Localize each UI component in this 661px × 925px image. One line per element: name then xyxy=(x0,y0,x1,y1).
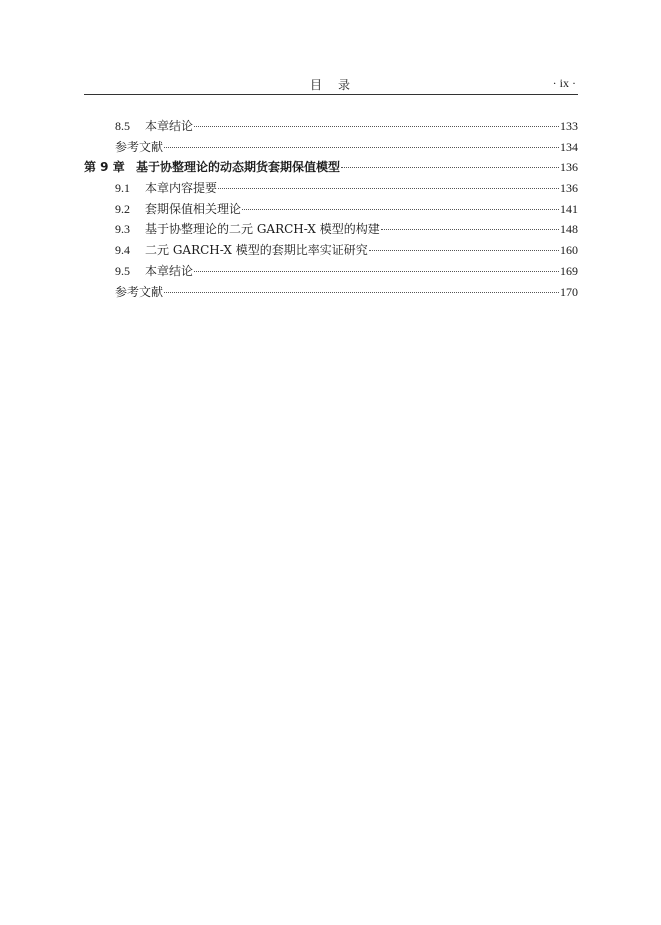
toc-entry-number: 9.4 xyxy=(115,243,130,258)
toc-entry-title: 二元 GARCH-X 模型的套期比率实证研究 xyxy=(145,243,368,258)
toc-entry-references-8[interactable] xyxy=(84,138,578,159)
toc-entry-number: 9.5 xyxy=(115,263,130,278)
toc-entry-title: 套期保值相关理论 xyxy=(145,201,242,216)
toc-entry-page: 136 xyxy=(560,160,578,175)
toc-entry-8-5[interactable] xyxy=(84,117,578,138)
toc-entry-page: 133 xyxy=(560,119,578,133)
toc-entry-title: 基于协整理论的二元 GARCH-X 模型的构建 xyxy=(145,222,380,237)
toc-entry-title: 本章内容提要 xyxy=(145,181,218,196)
dot-leader xyxy=(369,250,559,251)
toc-entry-page: 136 xyxy=(560,181,578,196)
toc-entry-9-2[interactable] xyxy=(84,200,578,221)
dot-leader xyxy=(194,126,559,127)
toc-entry-page: 148 xyxy=(560,222,578,237)
dot-leader xyxy=(381,229,559,230)
toc-entry-9-3[interactable] xyxy=(84,220,578,241)
toc-entry-title: 本章结论 xyxy=(145,263,194,278)
header-title: 目 录 xyxy=(309,78,352,92)
toc-entry-title: 参考文献 xyxy=(115,139,164,154)
dot-leader xyxy=(242,209,559,210)
toc-entry-number: 9.2 xyxy=(115,201,130,216)
toc-entry-page: 141 xyxy=(560,201,578,216)
running-header xyxy=(84,76,578,95)
toc-entry-title: 参考文献 xyxy=(115,284,164,299)
toc-entry-page: 134 xyxy=(560,139,578,154)
toc-entry-9-1[interactable] xyxy=(84,179,578,200)
dot-leader xyxy=(194,271,559,272)
toc-entry-references-9[interactable] xyxy=(84,283,578,304)
toc-entry-9-5[interactable] xyxy=(84,262,578,283)
toc-entry-number: 8.5 xyxy=(115,119,130,133)
toc-entry-page: 170 xyxy=(560,284,578,299)
header-page-number: · ix · xyxy=(552,76,576,90)
toc-entry-number: 9.1 xyxy=(115,181,130,196)
toc-entry-9-4[interactable] xyxy=(84,241,578,262)
toc-entry-number: 9.3 xyxy=(115,222,130,237)
table-of-contents xyxy=(84,117,578,303)
toc-chapter-title: 基于协整理论的动态期货套期保值模型 xyxy=(136,160,341,175)
dot-leader xyxy=(341,167,559,168)
dot-leader xyxy=(218,188,559,189)
dot-leader xyxy=(164,292,559,293)
toc-entry-page: 169 xyxy=(560,263,578,278)
dot-leader xyxy=(164,147,559,148)
toc-chapter-number: 第 9 章 xyxy=(84,160,125,175)
toc-chapter-9[interactable] xyxy=(84,158,578,179)
toc-entry-title: 本章结论 xyxy=(145,119,194,133)
toc-entry-page: 160 xyxy=(560,243,578,258)
